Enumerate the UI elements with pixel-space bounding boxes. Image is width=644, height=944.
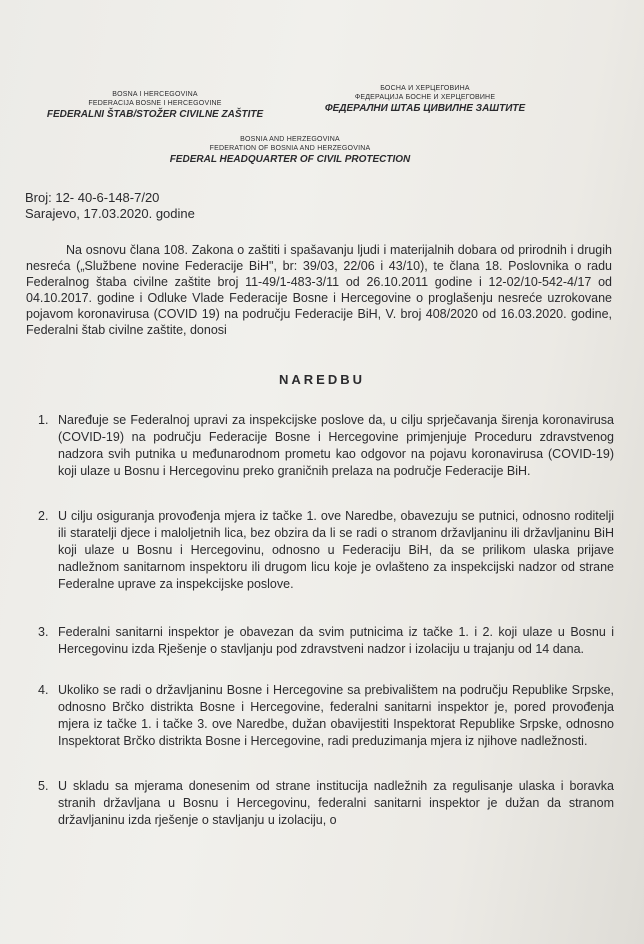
list-item-number: 4. <box>38 683 49 697</box>
header-center-line3: FEDERAL HEADQUARTER OF CIVIL PROTECTION <box>169 154 411 165</box>
document-number: Broj: 12- 40-6-148-7/20 <box>25 190 160 205</box>
header-left-line3: FEDERALNI ŠTAB/STOŽER CIVILNE ZAŠTITE <box>46 109 264 120</box>
header-center-line2: FEDERATION OF BOSNIA AND HERZEGOVINA <box>209 145 371 152</box>
list-item-number: 3. <box>38 625 49 639</box>
header-left-line2: FEDERACIJA BOSNE I HERCEGOVINE <box>88 100 222 107</box>
header-right-line1: БОСНА И ХЕРЦЕГОВИНА <box>380 85 470 92</box>
list-item-text: Ukoliko se radi o državljaninu Bosne i Hercegovine sa prebivalištem na području Republike Srpske, odnosno Brčko distrikta Bosne i Hercegovine, federalni sanitarni inspektor je, pored provođenja mjera iz tačke 1. i tačke 3. ove Naredbe, dužan obavijestiti Inspektorat Republike Srpske, odnosno Inspektorat Brčko distrikta Bosne i Hercegovine, radi preduzimanja mjera iz njihove nadležnosti. <box>58 683 614 748</box>
list-item-number: 1. <box>38 413 49 427</box>
header-left-line1: BOSNA I HERCEGOVINA <box>112 91 198 98</box>
place-and-date: Sarajevo, 17.03.2020. godine <box>25 206 195 221</box>
header-center-english <box>140 135 440 166</box>
list-item-text: U skladu sa mjerama donesenim od strane institucija nadležnih za regulisanje ulaska i boravka stranih državljana u Bosnu i Hercegovinu, federalni sanitarni inspektor je dužan da stranom državljaninu izda rješenje o stavljanju u izolaciju, o <box>58 779 614 827</box>
header-right-line2: ФЕДЕРАЦИЈА БОСНЕ И ХЕРЦЕГОВИНЕ <box>354 94 496 101</box>
header-center-line1: BOSNIA AND HERZEGOVINA <box>240 136 340 143</box>
header-right-cyrillic <box>300 84 550 115</box>
header-left-latin <box>30 90 280 121</box>
list-item <box>38 624 614 658</box>
list-item-text: Federalni sanitarni inspektor je obavezan da svim putnicima iz tačke 1. i 2. koji ulaze u Bosnu i Hercegovinu izda Rješenje o stavljanju pod zdravstveni nadzor i izolaciju u trajanju od 14 dana. <box>58 625 614 656</box>
document-title: NAREDBU <box>279 372 365 387</box>
header-right-line3: ФЕДЕРАЛНИ ШТАБ ЦИВИЛНЕ ЗАШТИТЕ <box>324 103 526 114</box>
intro-paragraph: Na osnovu člana 108. Zakona o zaštiti i spašavanju ljudi i materijalnih dobara od prirodnih i drugih nesreća („Službene novine Federacije BiH", br: 39/03, 22/06 i 43/10), te člana 18. Poslovnika o radu Federalnog štaba civilne zaštite broj 11-49/1-483-3/11 od 26.10.2011 godine i 12-02/10-542-4/17 od 04.10.2017. godine i Odluke Vlade Federacije Bosne i Hercegovine o proglašenju nesreće uzrokovane pojavom koronavirusa (COVID 19) na području Federacije BiH, V. broj 408/2020 od 16.03.2020. godine, Federalni štab civilne zaštite, donosi <box>26 243 612 337</box>
list-item-text: U cilju osiguranja provođenja mjera iz tačke 1. ove Naredbe, obavezuju se putnici, odnosno roditelji ili staratelji djece i maloljetnih lica, bez obzira da li se radi o stranom državljaninu ili državljaninu BiH koji ulaze u Bosnu i Hercegovinu, odnosno u Federaciju BiH, da se prilikom ulaska prijave nadležnom sanitarnom inspektoru ili drugom licu koje je ovlašteno za inspekcijski nadzor od strane Federalne uprave za inspekcijske poslove. <box>58 509 614 591</box>
list-item-number: 5. <box>38 779 49 793</box>
list-item-number: 2. <box>38 509 49 523</box>
list-item <box>38 412 614 480</box>
list-item <box>38 778 614 829</box>
list-item <box>38 508 614 593</box>
list-item-text: Naređuje se Federalnoj upravi za inspekcijske poslove da, u cilju sprječavanja širenja koronavirusa (COVID-19) na području Federacije Bosne i Hercegovine primjenjuje Proceduru zdravstvenog nadzora svih putnika u međunarodnom prometu kao odgovor na pojavu koronavirusa (COVID-19) koji ulaze u Bosnu i Hercegovinu preko graničnih prelaza na područje Federacije BiH. <box>58 413 614 478</box>
list-item <box>38 682 614 750</box>
